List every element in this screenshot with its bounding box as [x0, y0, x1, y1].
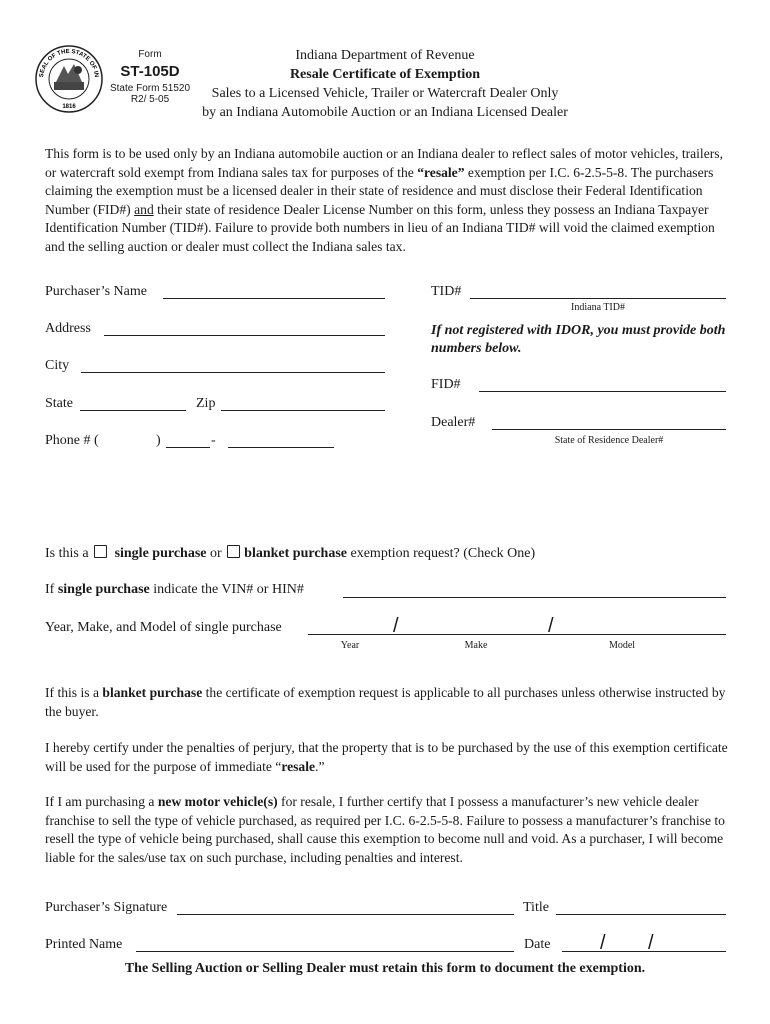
- single-purchase-label: single purchase: [114, 546, 207, 561]
- phone-prefix-field[interactable]: [166, 447, 210, 448]
- certify-paragraph: I hereby certify under the penalties of perjury, that the property that is to be purchased by the use of this exemption certificate will be used for the purpose of immediate “resale.”: [45, 740, 728, 774]
- dealer-field[interactable]: [492, 429, 726, 430]
- phone-line-field[interactable]: [228, 447, 334, 448]
- date-separator-2: /: [648, 932, 654, 954]
- blanket-purchase-checkbox[interactable]: [227, 545, 240, 558]
- date-label: Date: [524, 937, 551, 952]
- purchaser-name-field[interactable]: [163, 298, 385, 299]
- seal-top-text: SEAL OF THE STATE OF IN: [39, 48, 100, 78]
- state-field[interactable]: [80, 410, 186, 411]
- footer-note: The Selling Auction or Selling Dealer must retain this form to document the exemption.: [124, 961, 646, 976]
- subtitle-line-1: Sales to a Licensed Vehicle, Trailer or Watercraft Dealer Only: [211, 86, 559, 101]
- fid-label: FID#: [431, 377, 461, 392]
- purchase-type-row: Is this a single purchase or blanket purchase exemption request? (Check One): [45, 546, 536, 561]
- zip-label: Zip: [196, 396, 216, 411]
- single-purchase-checkbox[interactable]: [94, 545, 107, 558]
- tid-label: TID#: [431, 284, 462, 299]
- address-label: Address: [45, 321, 91, 336]
- form-label: Form: [138, 49, 162, 60]
- ymm-model-caption: Model: [608, 640, 636, 651]
- ymm-field[interactable]: [308, 634, 726, 635]
- signature-label: Purchaser’s Signature: [45, 900, 168, 915]
- state-seal: [34, 44, 104, 114]
- printed-name-field[interactable]: [136, 951, 514, 952]
- agency-name: Indiana Department of Revenue: [295, 48, 475, 63]
- ymm-make-caption: Make: [464, 640, 488, 651]
- page-title: Resale Certificate of Exemption: [289, 67, 481, 82]
- city-label: City: [45, 358, 70, 373]
- tid-caption: Indiana TID#: [571, 302, 625, 313]
- form-number: ST-105D: [120, 62, 180, 80]
- phone-label: Phone # (: [45, 433, 99, 448]
- blanket-paragraph: If this is a blanket purchase the certificate of exemption request is applicable to all purchases unless otherwise instructed by the buyer.: [45, 685, 726, 719]
- form-revision: R2/ 5-05: [130, 94, 170, 106]
- idor-note: If not registered with IDOR, you must provide both numbers below.: [431, 323, 726, 356]
- signature-field[interactable]: [177, 914, 514, 915]
- ymm-year-caption: Year: [340, 640, 360, 651]
- state-label: State: [45, 396, 73, 411]
- ymm-label: Year, Make, and Model of single purchase: [45, 620, 282, 635]
- ymm-separator-2: /: [548, 615, 554, 637]
- date-field[interactable]: [562, 951, 726, 952]
- tid-field[interactable]: [470, 298, 726, 299]
- dealer-caption: State of Residence Dealer#: [554, 435, 664, 446]
- zip-field[interactable]: [221, 410, 385, 411]
- intro-paragraph: This form is to be used only by an Indiana automobile auction or an Indiana dealer to reflect sales of motor vehicles, trailers, or watercraft sold exempt from Indiana sales tax for purposes of the “resale” exemption per I.C. 6-2.5-5-8. The purchasers claiming the exemption must be a licensed dealer in their state of residence and must disclose their Federal Identification Number (FID#) and their state of residence Dealer License Number on this form, unless they possess an Indiana Taxpayer Identification Number (TID#). Failure to provide both numbers in lieu of an Indiana TID# will void the claimed exemption and the selling auction or dealer must collect the Indiana sales tax.: [45, 146, 723, 254]
- dealer-label: Dealer#: [431, 415, 476, 430]
- vin-label: If single purchase indicate the VIN# or HIN#: [45, 582, 304, 597]
- phone-paren-close: ): [156, 433, 161, 448]
- purchaser-name-label: Purchaser’s Name: [45, 284, 147, 299]
- fid-field[interactable]: [479, 391, 726, 392]
- city-field[interactable]: [81, 372, 385, 373]
- blanket-purchase-label: blanket purchase: [244, 546, 347, 561]
- title-field[interactable]: [556, 914, 726, 915]
- state-form-number: State Form 51520: [109, 82, 191, 94]
- seal-icon: [34, 44, 104, 114]
- seal-year: 1816: [62, 104, 76, 110]
- phone-dash: -: [211, 433, 216, 448]
- subtitle-line-2: by an Indiana Automobile Auction or an Indiana Licensed Dealer: [202, 105, 568, 120]
- vin-field[interactable]: [343, 597, 726, 598]
- address-field[interactable]: [104, 335, 385, 336]
- title-label: Title: [523, 900, 549, 915]
- ymm-separator-1: /: [393, 615, 399, 637]
- printed-name-label: Printed Name: [45, 937, 123, 952]
- date-separator-1: /: [600, 932, 606, 954]
- new-vehicle-paragraph: If I am purchasing a new motor vehicle(s) for resale, I further certify that I possess a manufacturer’s new vehicle dealer franchise to sell the type of vehicle purchased, as required per I.C. 6-2.5-5-8. Failure to possess a manufacturer’s franchise to resell the type of vehicle being purchased, shall cause this exemption to become null and void. As a purchaser, I will become liable for the sales/use tax on such purchase, including penalties and interest.: [45, 794, 725, 865]
